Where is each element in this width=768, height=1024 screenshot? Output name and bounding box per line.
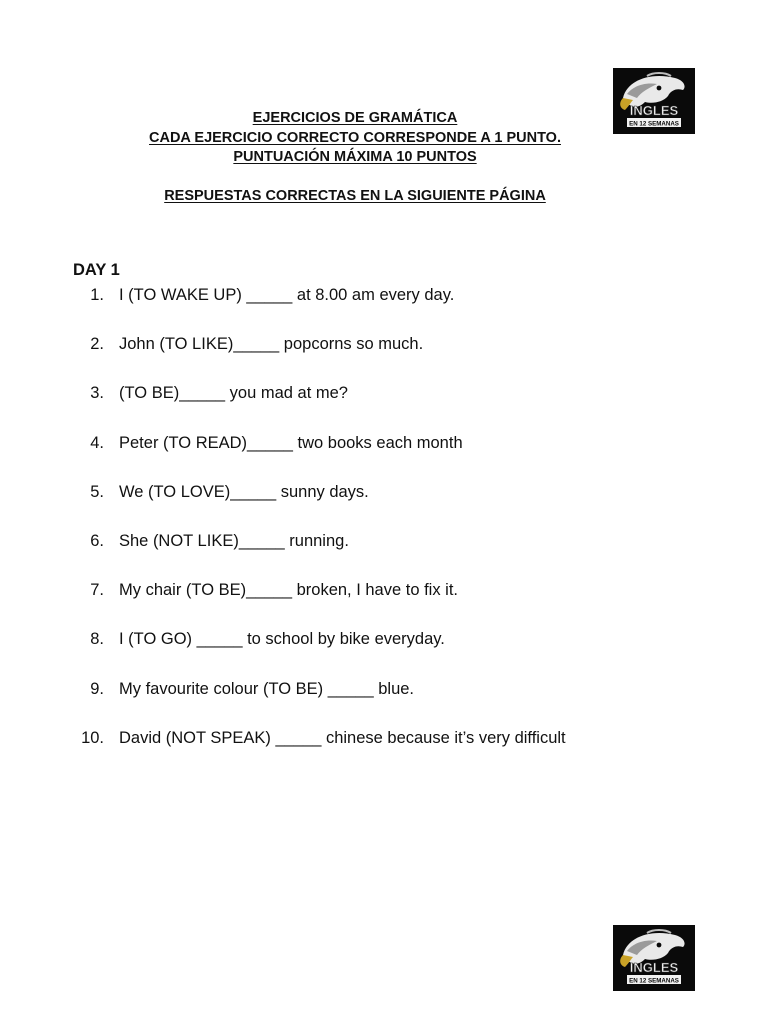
- logo-subtitle: EN 12 SEMANAS: [629, 977, 679, 985]
- worksheet-header: [40, 109, 670, 168]
- exercise-number: 6.: [90, 531, 104, 550]
- exercise-number: 8.: [90, 630, 104, 649]
- logo-bottom: [613, 925, 695, 991]
- exercise-text: She (NOT LIKE)_____ running.: [119, 531, 349, 550]
- logo-title: INGLES: [629, 960, 679, 975]
- exercise-text: (TO BE)_____ you mad at me?: [119, 384, 348, 403]
- exercise-text: I (TO GO) _____ to school by bike everyday.: [119, 630, 445, 649]
- header-scoring-rule: CADA EJERCICIO CORRECTO CORRESPONDE A 1 PUNTO.: [149, 129, 561, 146]
- exercise-number: 3.: [90, 384, 104, 403]
- exercise-text: We (TO LOVE)_____ sunny days.: [119, 482, 369, 501]
- day-title: DAY 1: [73, 261, 120, 279]
- exercise-number: 1.: [90, 286, 104, 304]
- exercise-text: I (TO WAKE UP) _____ at 8.00 am every day.: [119, 286, 455, 304]
- exercise-text: John (TO LIKE)_____ popcorns so much.: [119, 335, 424, 354]
- exercise-number: 10.: [81, 728, 104, 747]
- exercise-text: My favourite colour (TO BE) _____ blue.: [119, 679, 415, 698]
- answers-note: RESPUESTAS CORRECTAS EN LA SIGUIENTE PÁGINA: [164, 188, 546, 204]
- logo-subtitle: EN 12 SEMANAS: [629, 120, 679, 128]
- eagle-icon: [613, 925, 695, 991]
- exercise-number: 4.: [90, 433, 104, 452]
- header-max-score: PUNTUACIÓN MÁXIMA 10 PUNTOS: [233, 149, 477, 165]
- logo-title: INGLES: [629, 103, 679, 118]
- exercise-text: David (NOT SPEAK) _____ chinese because it’s very difficult: [119, 728, 566, 747]
- header-title: EJERCICIOS DE GRAMÁTICA: [252, 110, 458, 126]
- exercise-number: 7.: [90, 581, 104, 600]
- exercise-text: Peter (TO READ)_____ two books each month: [119, 433, 463, 452]
- exercise-number: 5.: [90, 482, 104, 501]
- exercise-number: 2.: [90, 335, 104, 354]
- exercise-number: 9.: [90, 679, 104, 698]
- exercise-text: My chair (TO BE)_____ broken, I have to fix it.: [119, 581, 459, 600]
